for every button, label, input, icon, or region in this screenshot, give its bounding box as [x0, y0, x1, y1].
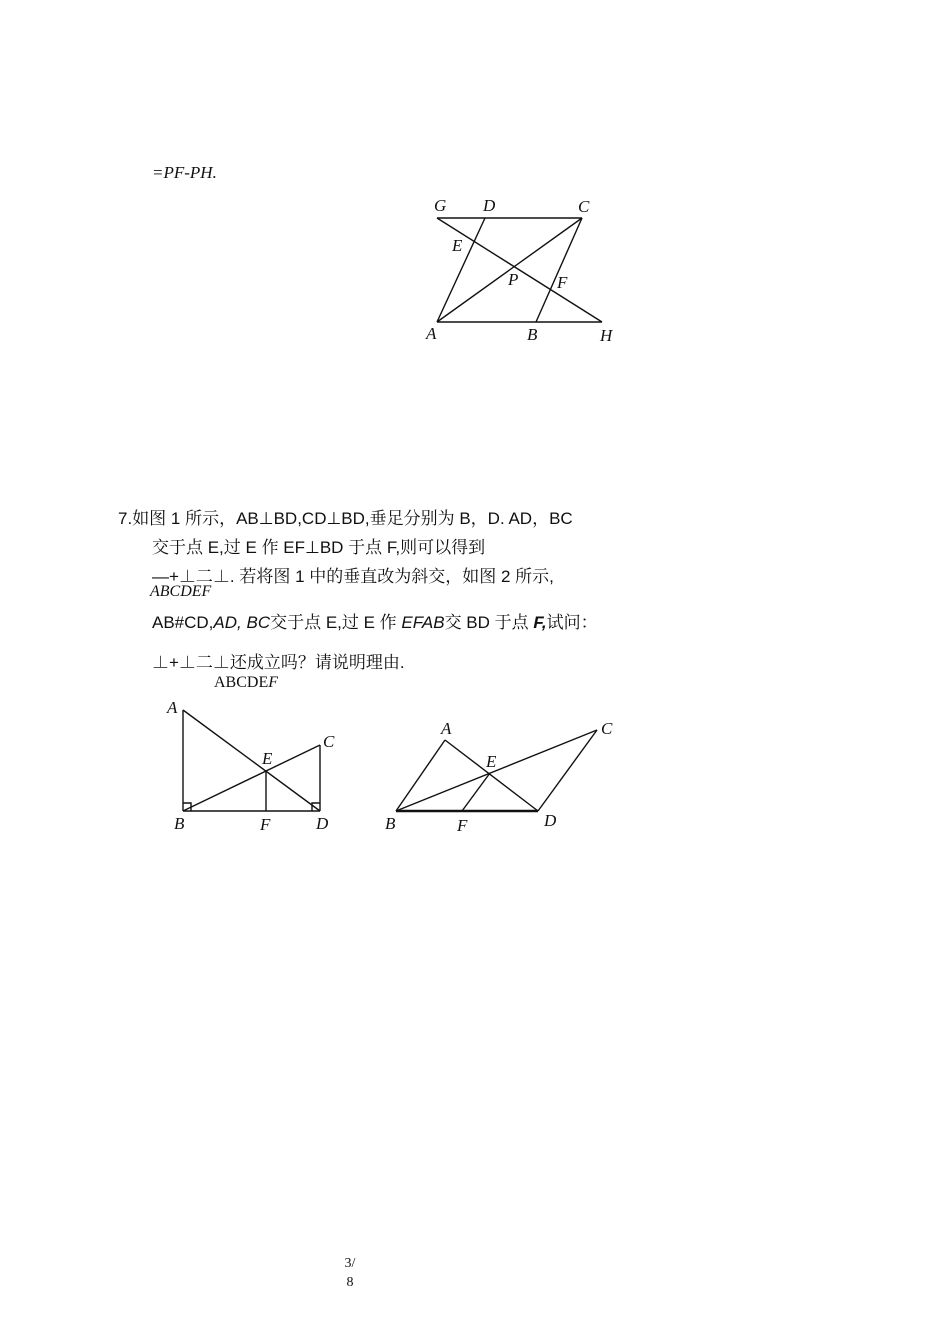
- problem-line-3-subscript: ABCDEF: [150, 583, 212, 600]
- text-f: F,: [533, 613, 547, 632]
- page-number-top: 3/: [344, 1256, 356, 1271]
- subscript-f: F: [268, 674, 279, 691]
- text-intersect: 交于点 E,过 E 作: [270, 613, 397, 632]
- label-f: F: [557, 273, 568, 292]
- segment-a-d: [445, 740, 538, 811]
- text-question: 试问：: [546, 613, 598, 632]
- label-d: D: [316, 814, 329, 833]
- label-a: A: [426, 324, 437, 343]
- text-bd-point: 交 BD 于点: [444, 613, 529, 632]
- problem-text-1: 如图 1 所示，AB⊥BD,CD⊥BD,垂足分别为 B，D. AD，BC: [132, 509, 573, 528]
- page-number-bottom: 8: [346, 1275, 354, 1290]
- text-ad-bc: AD, BC: [213, 613, 271, 632]
- label-b: B: [527, 325, 538, 344]
- problem-line-2: 交于点 E,过 E 作 EF⊥BD 于点 F,则可以得到: [152, 538, 486, 557]
- label-c: C: [578, 197, 590, 216]
- text-ab-cd: AB#CD,: [152, 613, 214, 632]
- label-c: C: [323, 732, 335, 751]
- label-e: E: [486, 752, 497, 771]
- top-formula: =PF-PH.: [152, 163, 217, 182]
- problem-line-5: ⊥+⊥二⊥还成立吗？请说明理由.: [152, 653, 405, 672]
- problem-number: 7.: [118, 509, 133, 528]
- label-a: A: [167, 698, 178, 717]
- text-efab: EFAB: [401, 613, 445, 632]
- problem-line-3: —+⊥二⊥. 若将图 1 中的垂直改为斜交，如图 2 所示,: [152, 567, 554, 586]
- label-p: P: [508, 270, 519, 289]
- label-e: E: [262, 749, 273, 768]
- label-f: F: [457, 816, 468, 835]
- label-b: B: [174, 814, 185, 833]
- label-h: H: [600, 326, 613, 345]
- label-a: A: [441, 719, 452, 738]
- label-d: D: [544, 811, 557, 830]
- segment-b-a: [396, 740, 445, 811]
- label-b: B: [385, 814, 396, 833]
- label-c: C: [601, 719, 613, 738]
- label-g: G: [434, 196, 447, 215]
- label-f: F: [260, 815, 271, 834]
- subscript-abcde: ABCDE: [214, 674, 269, 691]
- label-d: D: [483, 196, 496, 215]
- label-e: E: [452, 236, 463, 255]
